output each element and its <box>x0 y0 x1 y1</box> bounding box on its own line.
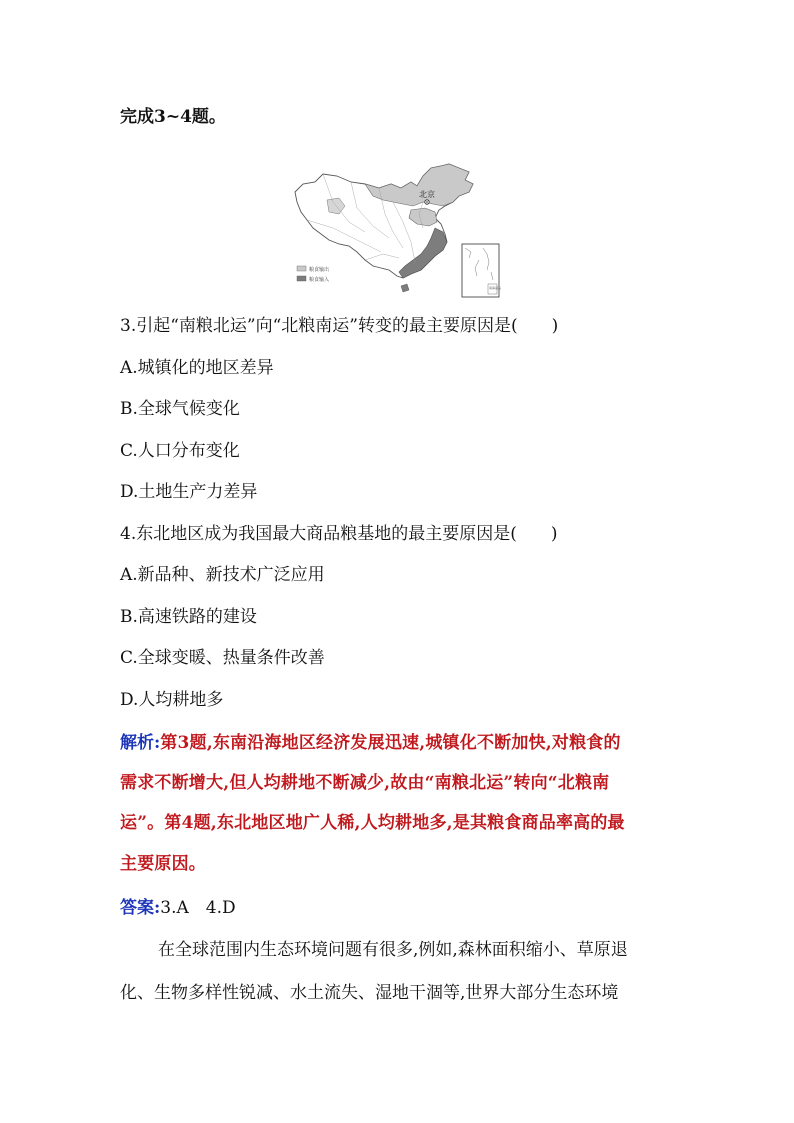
q3-option-c: C.人口分布变化 <box>120 441 240 461</box>
q3-option-b: B.全球气候变化 <box>120 399 240 419</box>
intro-line: 完成3~4题。 <box>120 107 226 127</box>
legend-export-swatch <box>297 266 306 271</box>
answer-label: 答案: <box>120 898 161 918</box>
answer-text: 3.A 4.D <box>160 898 236 918</box>
china-grain-map <box>293 162 501 299</box>
passage-line-1: 在全球范围内生态环境问题有很多,例如,森林面积缩小、草原退 <box>158 940 628 960</box>
passage-line-2: 化、生物多样性锐减、水土流失、湿地干涸等,世界大部分生态环境 <box>120 983 619 1003</box>
beijing-label: 北京 <box>419 190 435 199</box>
q4-option-c: C.全球变暖、热量条件改善 <box>120 648 325 668</box>
q4-option-b: B.高速铁路的建设 <box>120 607 257 627</box>
q4-stem: 4.东北地区成为我国最大商品粮基地的最主要原因是( ) <box>120 524 558 544</box>
analysis-line-2: 需求不断增大,但人均耕地不断减少,故由“南粮北运”转向“北粮南 <box>120 773 610 793</box>
legend-import-swatch <box>297 276 306 281</box>
q3-option-a: A.城镇化的地区差异 <box>120 358 274 378</box>
q4-option-a: A.新品种、新技术广泛应用 <box>120 565 325 585</box>
analysis-label: 解析: <box>120 733 161 753</box>
analysis-line-1 <box>120 733 621 753</box>
analysis-line-3: 运”。第4题,东北地区地广人稀,人均耕地多,是其粮食商品率高的最 <box>120 813 625 833</box>
q4-option-d: D.人均耕地多 <box>120 690 224 710</box>
inset-label: 南海诸岛 <box>489 286 501 290</box>
analysis-text-1: 第3题,东南沿海地区经济发展迅速,城镇化不断加快,对粮食的 <box>160 733 621 753</box>
legend-export-label: 粮食输出 <box>309 267 330 273</box>
hainan-island <box>401 284 409 292</box>
answer-line <box>120 898 236 918</box>
q3-option-d: D.土地生产力差异 <box>120 482 258 502</box>
q3-stem: 3.引起“南粮北运”向“北粮南运”转变的最主要原因是( ) <box>120 316 559 336</box>
analysis-line-4: 主要原因。 <box>120 854 206 874</box>
legend-import-label: 粮食输入 <box>309 277 330 283</box>
